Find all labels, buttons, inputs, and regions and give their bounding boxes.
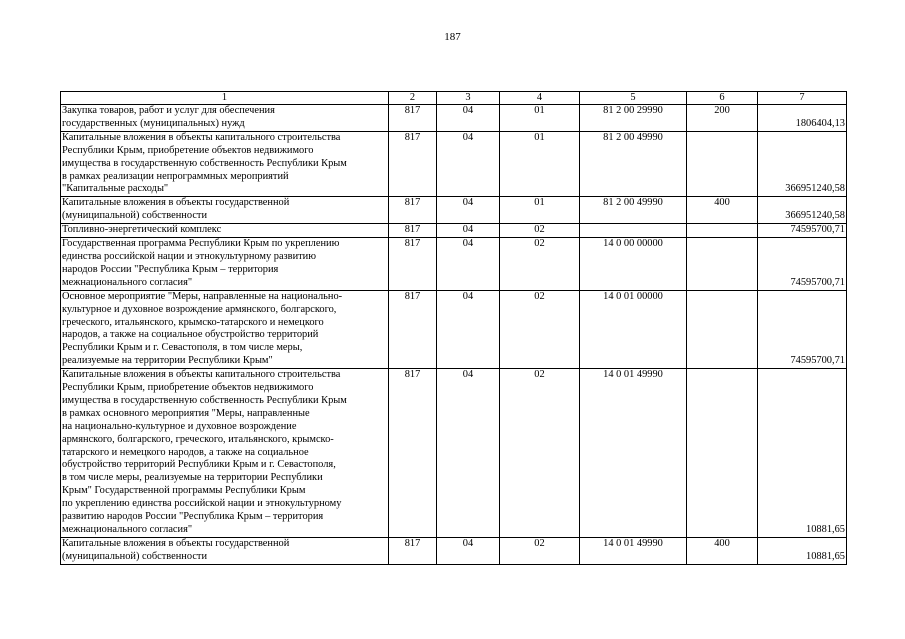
table-row bbox=[61, 238, 847, 291]
col-ministry: 817 bbox=[389, 238, 437, 291]
col-expense-type bbox=[687, 131, 758, 197]
description-line: межнационального согласия" bbox=[62, 276, 193, 288]
col-section: 04 bbox=[437, 197, 500, 224]
header-col-1: 1 bbox=[61, 92, 389, 105]
col-target-article: 14 0 01 00000 bbox=[580, 290, 687, 368]
header-col-6: 6 bbox=[687, 92, 758, 105]
col-expense-type bbox=[687, 290, 758, 368]
description-line: развитию народов России "Республика Крым – территория bbox=[62, 511, 324, 523]
page-number: 187 bbox=[444, 31, 461, 43]
description-line: "Капитальные расходы" bbox=[62, 183, 169, 195]
table-row bbox=[61, 105, 847, 132]
description-line: единства российской нации и этнокультурному развитию bbox=[62, 250, 316, 262]
table-row bbox=[61, 197, 847, 224]
description-line: на национально-культурное и духовное возрождение bbox=[62, 420, 297, 432]
description-line: имущества в государственную собственность Республики Крым bbox=[62, 157, 347, 169]
col-target-article bbox=[580, 224, 687, 238]
table-row bbox=[61, 369, 847, 538]
description-line: армянского, болгарского, греческого, итальянского, крымско- bbox=[62, 433, 334, 445]
col-section: 04 bbox=[437, 290, 500, 368]
col-target-article: 81 2 00 49990 bbox=[580, 131, 687, 197]
col-target-article: 14 0 01 49990 bbox=[580, 369, 687, 538]
description-line: народов России "Республика Крым – территория bbox=[62, 263, 279, 275]
description-line: Капитальные вложения в объекты государственной bbox=[62, 537, 290, 549]
col-subsection: 02 bbox=[500, 238, 580, 291]
col-section: 04 bbox=[437, 105, 500, 132]
description-line: Капитальные вложения в объекты капитального строительства bbox=[62, 369, 341, 381]
description-line: Топливно-энергетический комплекс bbox=[62, 224, 222, 236]
col-amount: 10881,65 bbox=[758, 537, 847, 564]
col-amount: 10881,65 bbox=[758, 369, 847, 538]
budget-table bbox=[60, 91, 847, 565]
description-line: Республики Крым, приобретение объектов недвижимого bbox=[62, 144, 314, 156]
row-description bbox=[61, 197, 389, 224]
description-line: обустройство территорий Республики Крым и г. Севастополя, bbox=[62, 459, 336, 471]
row-description bbox=[61, 290, 389, 368]
col-section: 04 bbox=[437, 224, 500, 238]
description-line: Республики Крым, приобретение объектов недвижимого bbox=[62, 382, 314, 394]
col-section: 04 bbox=[437, 537, 500, 564]
header-col-4: 4 bbox=[500, 92, 580, 105]
row-description bbox=[61, 369, 389, 538]
header-col-3: 3 bbox=[437, 92, 500, 105]
col-amount: 74595700,71 bbox=[758, 290, 847, 368]
col-subsection: 01 bbox=[500, 131, 580, 197]
header-row bbox=[61, 92, 847, 105]
description-line: Капитальные вложения в объекты государственной bbox=[62, 197, 290, 209]
col-expense-type bbox=[687, 224, 758, 238]
row-description bbox=[61, 224, 389, 238]
description-line: имущества в государственную собственность Республики Крым bbox=[62, 394, 347, 406]
header-col-5: 5 bbox=[580, 92, 687, 105]
col-amount: 74595700,71 bbox=[758, 238, 847, 291]
table-row bbox=[61, 131, 847, 197]
col-amount: 74595700,71 bbox=[758, 224, 847, 238]
col-amount: 1806404,13 bbox=[758, 105, 847, 132]
description-line: Закупка товаров, работ и услуг для обеспечения bbox=[62, 105, 275, 116]
row-description bbox=[61, 105, 389, 132]
col-section: 04 bbox=[437, 131, 500, 197]
col-subsection: 02 bbox=[500, 224, 580, 238]
col-ministry: 817 bbox=[389, 224, 437, 238]
row-description bbox=[61, 238, 389, 291]
description-line: (муниципальной) собственности bbox=[62, 210, 208, 222]
description-line: Республики Крым и г. Севастополя, в том числе меры, bbox=[62, 342, 303, 354]
header-col-7: 7 bbox=[758, 92, 847, 105]
col-expense-type: 400 bbox=[687, 537, 758, 564]
col-amount: 366951240,58 bbox=[758, 197, 847, 224]
col-ministry: 817 bbox=[389, 290, 437, 368]
col-amount: 366951240,58 bbox=[758, 131, 847, 197]
col-subsection: 01 bbox=[500, 197, 580, 224]
description-line: Государственная программа Республики Крым по укреплению bbox=[62, 238, 340, 250]
row-description bbox=[61, 537, 389, 564]
description-line: межнационального согласия" bbox=[62, 524, 193, 535]
description-line: Капитальные вложения в объекты капитального строительства bbox=[62, 131, 341, 143]
description-line: Основное мероприятие "Меры, направленные на национально- bbox=[62, 290, 343, 302]
description-line: в рамках основного мероприятия "Меры, направленные bbox=[62, 407, 310, 419]
table-row bbox=[61, 537, 847, 564]
table-row bbox=[61, 290, 847, 368]
col-section: 04 bbox=[437, 369, 500, 538]
col-ministry: 817 bbox=[389, 537, 437, 564]
col-ministry: 817 bbox=[389, 105, 437, 132]
description-line: в рамках реализации непрограммных мероприятий bbox=[62, 170, 289, 182]
col-target-article: 14 0 01 49990 bbox=[580, 537, 687, 564]
description-line: (муниципальной) собственности bbox=[62, 550, 208, 562]
col-target-article: 81 2 00 29990 bbox=[580, 105, 687, 132]
row-description bbox=[61, 131, 389, 197]
col-target-article: 81 2 00 49990 bbox=[580, 197, 687, 224]
col-section: 04 bbox=[437, 238, 500, 291]
description-line: народов, а также на социальное обустройство территорий bbox=[62, 329, 319, 341]
col-expense-type bbox=[687, 369, 758, 538]
description-line: татарского и немецкого народов, а также на социальное bbox=[62, 446, 309, 458]
col-expense-type bbox=[687, 238, 758, 291]
description-line: в том числе меры, реализуемые на территории Республики bbox=[62, 472, 323, 484]
col-ministry: 817 bbox=[389, 369, 437, 538]
col-expense-type: 200 bbox=[687, 105, 758, 132]
col-ministry: 817 bbox=[389, 131, 437, 197]
description-line: по укреплению единства российской нации и этнокультурному bbox=[62, 498, 342, 510]
description-line: государственных (муниципальных) нужд bbox=[62, 117, 245, 129]
col-subsection: 02 bbox=[500, 369, 580, 538]
description-line: культурное и духовное возрождение армянского, болгарского, bbox=[62, 303, 337, 315]
col-target-article: 14 0 00 00000 bbox=[580, 238, 687, 291]
description-line: греческого, итальянского, крымско-татарского и немецкого bbox=[62, 316, 324, 328]
col-subsection: 02 bbox=[500, 290, 580, 368]
col-expense-type: 400 bbox=[687, 197, 758, 224]
col-ministry: 817 bbox=[389, 197, 437, 224]
header-col-2: 2 bbox=[389, 92, 437, 105]
description-line: реализуемые на территории Республики Крым" bbox=[62, 355, 273, 367]
table-row bbox=[61, 224, 847, 238]
description-line: Крым" Государственной программы Республики Крым bbox=[62, 485, 306, 497]
col-subsection: 01 bbox=[500, 105, 580, 132]
col-subsection: 02 bbox=[500, 537, 580, 564]
